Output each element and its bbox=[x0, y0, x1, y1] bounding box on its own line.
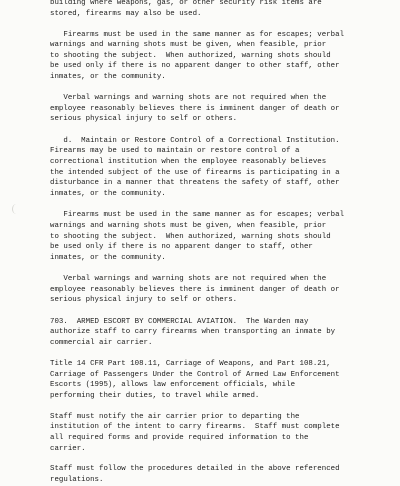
section-703-armed-escort: 703. ARMED ESCORT BY COMMERCIAL AVIATION. The Warden may authorize staff to carry firearms when transporting an inmate by commercial air carrier. bbox=[50, 317, 336, 347]
paragraph-verbal-warnings-2: Verbal warnings and warning shots are not required when the employee reasonably believes there is imminent danger of death or serious physical injury to self or others. bbox=[50, 275, 340, 305]
paragraph-continuation: building where weapons, gas, or other security risk items are stored, firearms may also be used. bbox=[50, 0, 322, 18]
binder-hole-mark bbox=[12, 204, 20, 214]
paragraph-section-d: d. Maintain or Restore Control of a Correctional Institution. Firearms may be used to maintain or restore control of a correctional institution when the employee reasonably believes the intended subject of the use of firearms is participating in a disturbance in a manner that threatens the safety of staff, other inmates, or the community. bbox=[50, 136, 340, 198]
paragraph-follow-procedures: Staff must follow the procedures detailed in the above referenced regulations. bbox=[50, 465, 340, 484]
paragraph-firearms-escapes-2: Firearms must be used in the same manner as for escapes; verbal warnings and warning shots must be given, when feasible, prior to shooting the subject. When authorized, warning shots should be used only if there is no apparent danger to staff, other inmates, or the community. bbox=[50, 211, 345, 262]
paragraph-notify-air-carrier: Staff must notify the air carrier prior to departing the institution of the intent to carry firearms. Staff must complete all required forms and provide required information to the carrier. bbox=[50, 412, 340, 453]
paragraph-title-14-cfr: Title 14 CFR Part 108.11, Carriage of Weapons, and Part 108.21, Carriage of Passengers Under the Control of Armed Law Enforcement Escorts (1995), allows law enforcement officials, while performing their duties, to travel while armed. bbox=[50, 360, 340, 400]
paragraph-firearms-escapes-1: Firearms must be used in the same manner as for escapes; verbal warnings and warning shots must be given, when feasible, prior to shooting the subject. When authorized, warning shots should be used only if there is no apparent danger to other staff, other inmates, or the community. bbox=[50, 30, 345, 81]
paragraph-verbal-warnings-1: Verbal warnings and warning shots are not required when the employee reasonably believes there is imminent danger of death or serious physical injury to self or others. bbox=[50, 94, 340, 124]
